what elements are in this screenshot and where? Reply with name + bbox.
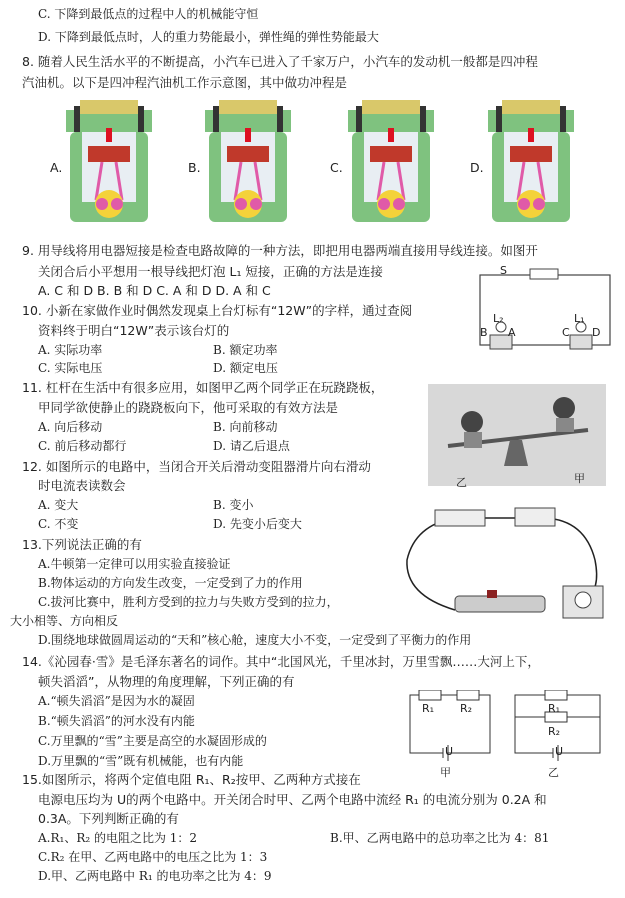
q14-stem-line2: 顿失滔滔”，从物理的角度理解，下列正确的有 xyxy=(38,674,295,689)
q15-fig-jia-u: U xyxy=(445,745,454,758)
q14-option-d: D.万里飘的“雪”既有机械能，也有内能 xyxy=(38,754,244,768)
q7-option-d: D. 下降到最低点时，人的重力势能最小，弹性绳的弹性势能最大 xyxy=(38,30,379,44)
q15-fig-yi-r1: R₁ xyxy=(548,702,561,715)
q11-option-a: A. 向后移动 xyxy=(38,420,103,434)
q11-figure-label-left: 乙 xyxy=(456,476,467,489)
q10-option-a: A. 实际功率 xyxy=(38,343,103,357)
q11-stem-line2: 甲同学欲使静止的跷跷板向下，他可采取的有效方法是 xyxy=(38,400,339,415)
q15-stem-line1: 15.如图所示，将两个定值电阻 R₁、R₂按甲、乙两种方式接在 xyxy=(22,772,361,787)
q15-circuit-figure xyxy=(405,690,605,770)
q12-option-a: A. 变大 xyxy=(38,498,79,512)
q10-option-c: C. 实际电压 xyxy=(38,361,103,375)
q14-option-c: C.万里飘的“雪”主要是高空的水凝固形成的 xyxy=(38,734,267,748)
q11-option-c: C. 前后移动都行 xyxy=(38,439,127,453)
q15-option-b: B.甲、乙两电路中的总功率之比为 4：81 xyxy=(330,831,550,845)
q8-label-c: C. xyxy=(330,160,343,175)
q13-option-a: A.牛顿第一定律可以用实验直接验证 xyxy=(38,557,231,571)
q10-option-b: B. 额定功率 xyxy=(213,343,278,357)
q9-stem-line1: 9. 用导线将用电器短接是检查电路故障的一种方法，即把用电器两端直接用导线连接。如图开 xyxy=(22,243,538,258)
q9-b-label: B xyxy=(480,326,488,339)
q15-option-a: A.R₁、R₂ 的电阻之比为 1：2 xyxy=(38,831,198,845)
q9-l1-label: L₁ xyxy=(574,312,585,325)
engine-a xyxy=(66,100,152,222)
q15-fig-jia-r1: R₁ xyxy=(422,702,435,715)
q9-c-label: C xyxy=(562,326,570,339)
q8-label-a: A. xyxy=(50,160,63,175)
q8-label-b: B. xyxy=(188,160,201,175)
q15-fig-yi-r2: R₂ xyxy=(548,725,561,738)
q14-stem-line1: 14.《沁园春·雪》是毛泽东著名的词作。其中“北国风光，千里冰封，万里雪飘……大河上下， xyxy=(22,654,540,669)
q11-figure-label-right: 甲 xyxy=(574,472,585,485)
q12-option-b: B. 变小 xyxy=(213,498,254,512)
q15-fig-yi-u: U xyxy=(555,745,564,758)
q8-stem-line2: 汽油机。以下是四冲程汽油机工作示意图，其中做功冲程是 xyxy=(22,75,348,90)
q13-stem: 13.下列说法正确的有 xyxy=(22,537,142,552)
engine-d xyxy=(488,100,574,222)
q8-stem-line1: 8. 随着人民生活水平的不断提高，小汽车已进入了千家万户，小汽车的发动机一般都是四冲程 xyxy=(22,54,538,69)
q10-stem-line1: 10. 小新在家做作业时偶然发现桌上台灯标有“12W”的字样，通过查阅 xyxy=(22,303,413,318)
engine-c xyxy=(348,100,434,222)
q15-option-c: C.R₂ 在甲、乙两电路中的电压之比为 1：3 xyxy=(38,850,268,864)
q15-stem-line2: 电源电压均为 U的两个电路中。开关闭合时甲、乙两个电路中流经 R₁ 的电流分别为 0.2A 和 xyxy=(38,792,547,807)
q9-switch-label: S xyxy=(500,264,507,277)
q15-fig-jia-r2: R₂ xyxy=(460,702,473,715)
q11-option-b: B. 向前移动 xyxy=(213,420,278,434)
q13-option-c-line1: C.拔河比赛中，胜利方受到的拉力与失败方受到的拉力， xyxy=(38,595,339,609)
q15-fig-label-jia: 甲 xyxy=(440,766,451,779)
q12-option-c: C. 不变 xyxy=(38,517,79,531)
q8-engine-figures xyxy=(0,0,625,240)
q14-option-b: B.“顿失滔滔”的河水没有内能 xyxy=(38,714,195,728)
q15-option-d: D.甲、乙两电路中 R₁ 的电功率之比为 4：9 xyxy=(38,869,272,883)
engine-b xyxy=(205,100,291,222)
q8-label-d: D. xyxy=(470,160,484,175)
q13-option-b: B.物体运动的方向发生改变，一定受到了力的作用 xyxy=(38,576,303,590)
q12-stem-line2: 时电流表读数会 xyxy=(38,478,126,493)
q10-option-d: D. 额定电压 xyxy=(213,361,278,375)
q12-circuit-figure xyxy=(395,500,615,630)
q13-option-c-line2: 大小相等、方向相反 xyxy=(10,614,119,628)
q14-option-a: A.“顿失滔滔”是因为水的凝固 xyxy=(38,694,195,708)
q9-d-label: D xyxy=(592,326,601,339)
q15-fig-label-yi: 乙 xyxy=(548,766,559,779)
q9-options: A. C 和 D B. B 和 D C. A 和 D D. A 和 C xyxy=(38,283,271,298)
q13-option-d: D.围绕地球做圆周运动的“天和”核心舱，速度大小不变，一定受到了平衡力的作用 xyxy=(38,633,472,647)
q11-stem-line1: 11. 杠杆在生活中有很多应用，如图甲乙两个同学正在玩跷跷板， xyxy=(22,380,384,395)
q9-a-label: A xyxy=(508,326,516,339)
q11-option-d: D. 请乙后退点 xyxy=(213,439,290,453)
q12-stem-line1: 12. 如图所示的电路中，当闭合开关后滑动变阻器滑片向右滑动 xyxy=(22,459,371,474)
q12-option-d: D. 先变小后变大 xyxy=(213,517,302,531)
q15-stem-line3: 0.3A。下列判断正确的有 xyxy=(38,811,179,826)
q9-stem-line2: 关闭合后小平想用一根导线把灯泡 L₁ 短接，正确的方法是连接 xyxy=(38,264,383,279)
q9-l2-label: L₂ xyxy=(493,312,504,325)
q7-option-c: C. 下降到最低点的过程中人的机械能守恒 xyxy=(38,7,259,21)
q10-stem-line2: 资料终于明白“12W”表示该台灯的 xyxy=(38,323,230,338)
